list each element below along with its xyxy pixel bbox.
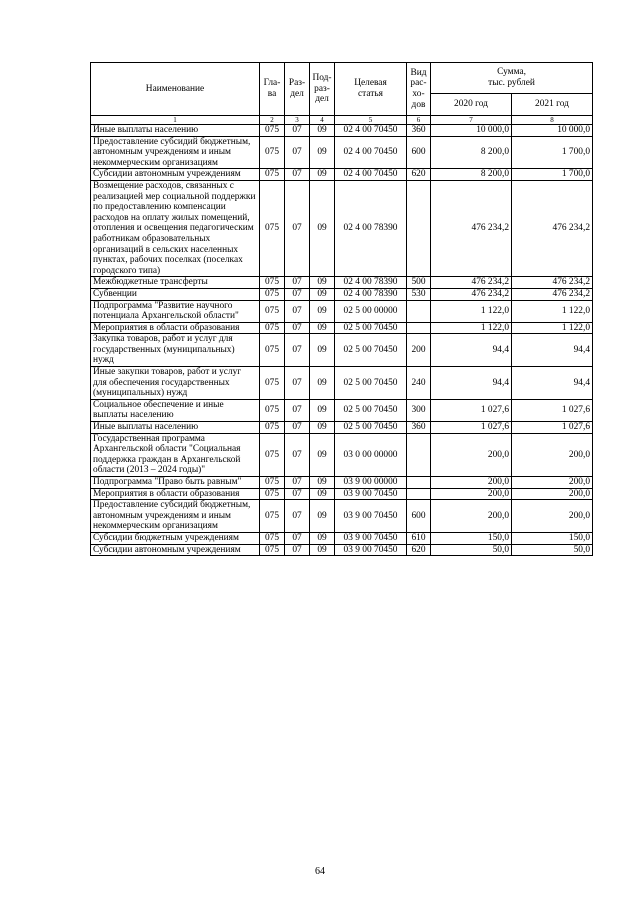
name-cell: Предоставление субсидий бюджетным, автономным учреждениям и иным некоммерческим организациям: [91, 136, 260, 169]
name-cell: Подпрограмма "Развитие научного потенциала Архангельской области": [91, 300, 260, 322]
amount-2021-cell: 200,0: [512, 433, 593, 476]
razdel-cell: 07: [285, 367, 310, 400]
amount-2020-cell: 200,0: [431, 433, 512, 476]
amount-2021-cell: 1 700,0: [512, 169, 593, 181]
vid-cell: 600: [407, 500, 431, 533]
table-row: [91, 169, 593, 181]
amount-2020-cell: 1 122,0: [431, 322, 512, 334]
razdel-cell: 07: [285, 399, 310, 421]
table-row: [91, 422, 593, 434]
column-number-cell: 7: [431, 116, 512, 125]
vid-cell: 300: [407, 399, 431, 421]
amount-2020-cell: 8 200,0: [431, 169, 512, 181]
amount-2021-cell: 476 234,2: [512, 277, 593, 289]
razdel-cell: 07: [285, 488, 310, 500]
target-cell: 02 5 00 70450: [335, 367, 407, 400]
target-cell: 02 4 00 78390: [335, 180, 407, 276]
target-cell: 02 5 00 00000: [335, 300, 407, 322]
vid-cell: [407, 477, 431, 489]
podrazdel-cell: 09: [310, 322, 335, 334]
target-cell: 02 5 00 70450: [335, 399, 407, 421]
vid-cell: [407, 300, 431, 322]
table-row: [91, 488, 593, 500]
name-cell: Иные выплаты населению: [91, 125, 260, 137]
name-cell: Возмещение расходов, связанных с реализацией мер социальной поддержки по предоставлению компенсации расходов на оплату жилых помещений, отопления и освещения педагогическим работникам образовательных организаций в сельских населенных пунктах, рабочих поселках (поселках городского типа): [91, 180, 260, 276]
vid-cell: [407, 433, 431, 476]
name-cell: Мероприятия в области образования: [91, 322, 260, 334]
name-cell: Иные выплаты населению: [91, 422, 260, 434]
amount-2021-cell: 200,0: [512, 500, 593, 533]
podrazdel-cell: 09: [310, 169, 335, 181]
glava-cell: 075: [260, 300, 285, 322]
amount-2020-cell: 94,4: [431, 334, 512, 367]
column-number-cell: 1: [91, 116, 260, 125]
table-row: [91, 532, 593, 544]
razdel-cell: 07: [285, 322, 310, 334]
vid-cell: 240: [407, 367, 431, 400]
podrazdel-cell: 09: [310, 488, 335, 500]
vid-cell: 200: [407, 334, 431, 367]
amount-2020-cell: 1 027,6: [431, 422, 512, 434]
podrazdel-cell: 09: [310, 180, 335, 276]
column-number-cell: 4: [310, 116, 335, 125]
name-cell: Субсидии автономным учреждениям: [91, 544, 260, 556]
name-cell: Государственная программа Архангельской области "Социальная поддержка граждан в Архангельской области (2013 – 2024 годы)": [91, 433, 260, 476]
header-vid: Вид рас- хо- дов: [407, 63, 431, 116]
razdel-cell: 07: [285, 125, 310, 137]
amount-2021-cell: 94,4: [512, 367, 593, 400]
razdel-cell: 07: [285, 433, 310, 476]
amount-2020-cell: 200,0: [431, 500, 512, 533]
target-cell: 02 4 00 70450: [335, 136, 407, 169]
name-cell: Закупка товаров, работ и услуг для государственных (муниципальных) нужд: [91, 334, 260, 367]
glava-cell: 075: [260, 136, 285, 169]
column-number-cell: 2: [260, 116, 285, 125]
amount-2020-cell: 150,0: [431, 532, 512, 544]
amount-2020-cell: 1 027,6: [431, 399, 512, 421]
podrazdel-cell: 09: [310, 288, 335, 300]
table-row: [91, 399, 593, 421]
glava-cell: 075: [260, 169, 285, 181]
target-cell: 03 9 00 70450: [335, 544, 407, 556]
amount-2021-cell: 50,0: [512, 544, 593, 556]
target-cell: 03 0 00 00000: [335, 433, 407, 476]
razdel-cell: 07: [285, 180, 310, 276]
glava-cell: 075: [260, 500, 285, 533]
target-cell: 02 4 00 70450: [335, 169, 407, 181]
amount-2021-cell: 1 700,0: [512, 136, 593, 169]
target-cell: 02 4 00 70450: [335, 125, 407, 137]
amount-2021-cell: 1 027,6: [512, 422, 593, 434]
amount-2021-cell: 150,0: [512, 532, 593, 544]
glava-cell: 075: [260, 433, 285, 476]
header-2020: 2020 год: [431, 94, 512, 116]
header-2021: 2021 год: [512, 94, 593, 116]
glava-cell: 075: [260, 334, 285, 367]
vid-cell: 620: [407, 544, 431, 556]
amount-2020-cell: 476 234,2: [431, 277, 512, 289]
column-number-cell: 6: [407, 116, 431, 125]
vid-cell: 600: [407, 136, 431, 169]
podrazdel-cell: 09: [310, 367, 335, 400]
amount-2021-cell: 476 234,2: [512, 288, 593, 300]
amount-2021-cell: 1 122,0: [512, 300, 593, 322]
podrazdel-cell: 09: [310, 125, 335, 137]
razdel-cell: 07: [285, 532, 310, 544]
podrazdel-cell: 09: [310, 334, 335, 367]
amount-2021-cell: 200,0: [512, 477, 593, 489]
name-cell: Субсидии бюджетным учреждениям: [91, 532, 260, 544]
amount-2020-cell: 8 200,0: [431, 136, 512, 169]
vid-cell: [407, 322, 431, 334]
amount-2021-cell: 476 234,2: [512, 180, 593, 276]
amount-2021-cell: 94,4: [512, 334, 593, 367]
name-cell: Иные закупки товаров, работ и услуг для обеспечения государственных (муниципальных) нужд: [91, 367, 260, 400]
vid-cell: 620: [407, 169, 431, 181]
table-row: [91, 500, 593, 533]
glava-cell: 075: [260, 288, 285, 300]
vid-cell: 530: [407, 288, 431, 300]
razdel-cell: 07: [285, 288, 310, 300]
glava-cell: 075: [260, 277, 285, 289]
razdel-cell: 07: [285, 300, 310, 322]
amount-2020-cell: 1 122,0: [431, 300, 512, 322]
glava-cell: 075: [260, 422, 285, 434]
glava-cell: 075: [260, 125, 285, 137]
name-cell: Подпрограмма "Право быть равным": [91, 477, 260, 489]
name-cell: Субвенции: [91, 288, 260, 300]
podrazdel-cell: 09: [310, 477, 335, 489]
podrazdel-cell: 09: [310, 136, 335, 169]
podrazdel-cell: 09: [310, 399, 335, 421]
header-sum: Сумма, тыс. рублей: [431, 63, 593, 94]
amount-2020-cell: 200,0: [431, 488, 512, 500]
podrazdel-cell: 09: [310, 500, 335, 533]
podrazdel-cell: 09: [310, 532, 335, 544]
column-number-cell: 3: [285, 116, 310, 125]
header-podrazdel: Под- раз- дел: [310, 63, 335, 116]
target-cell: 03 9 00 00000: [335, 477, 407, 489]
podrazdel-cell: 09: [310, 544, 335, 556]
header-glava: Гла- ва: [260, 63, 285, 116]
target-cell: 03 9 00 70450: [335, 532, 407, 544]
name-cell: Межбюджетные трансферты: [91, 277, 260, 289]
name-cell: Субсидии автономным учреждениям: [91, 169, 260, 181]
amount-2021-cell: 1 027,6: [512, 399, 593, 421]
header-name: Наименование: [91, 63, 260, 116]
page-number: 64: [315, 866, 325, 877]
glava-cell: 075: [260, 477, 285, 489]
column-number-cell: 8: [512, 116, 593, 125]
amount-2020-cell: 10 000,0: [431, 125, 512, 137]
amount-2021-cell: 200,0: [512, 488, 593, 500]
vid-cell: 360: [407, 422, 431, 434]
amount-2021-cell: 10 000,0: [512, 125, 593, 137]
glava-cell: 075: [260, 488, 285, 500]
table-row: [91, 477, 593, 489]
amount-2021-cell: 1 122,0: [512, 322, 593, 334]
razdel-cell: 07: [285, 169, 310, 181]
amount-2020-cell: 200,0: [431, 477, 512, 489]
razdel-cell: 07: [285, 422, 310, 434]
name-cell: Социальное обеспечение и иные выплаты населению: [91, 399, 260, 421]
vid-cell: 500: [407, 277, 431, 289]
podrazdel-cell: 09: [310, 300, 335, 322]
vid-cell: [407, 488, 431, 500]
table-row: [91, 288, 593, 300]
header-razdel: Раз- дел: [285, 63, 310, 116]
razdel-cell: 07: [285, 334, 310, 367]
name-cell: Мероприятия в области образования: [91, 488, 260, 500]
glava-cell: 075: [260, 532, 285, 544]
glava-cell: 075: [260, 399, 285, 421]
razdel-cell: 07: [285, 477, 310, 489]
budget-table: [90, 62, 593, 556]
amount-2020-cell: 476 234,2: [431, 288, 512, 300]
amount-2020-cell: 476 234,2: [431, 180, 512, 276]
razdel-cell: 07: [285, 136, 310, 169]
table-row: [91, 367, 593, 400]
podrazdel-cell: 09: [310, 277, 335, 289]
target-cell: 02 4 00 78390: [335, 277, 407, 289]
target-cell: 02 5 00 70450: [335, 422, 407, 434]
table-row: [91, 136, 593, 169]
vid-cell: 610: [407, 532, 431, 544]
glava-cell: 075: [260, 322, 285, 334]
razdel-cell: 07: [285, 500, 310, 533]
table-row: [91, 544, 593, 556]
glava-cell: 075: [260, 544, 285, 556]
target-cell: 02 5 00 70450: [335, 334, 407, 367]
target-cell: 03 9 00 70450: [335, 500, 407, 533]
table-row: [91, 322, 593, 334]
glava-cell: 075: [260, 367, 285, 400]
target-cell: 02 4 00 78390: [335, 288, 407, 300]
table-row: [91, 433, 593, 476]
column-numbers-row: [91, 116, 593, 125]
razdel-cell: 07: [285, 544, 310, 556]
table-row: [91, 180, 593, 276]
vid-cell: [407, 180, 431, 276]
name-cell: Предоставление субсидий бюджетным, автономным учреждениям и иным некоммерческим организациям: [91, 500, 260, 533]
vid-cell: 360: [407, 125, 431, 137]
column-number-cell: 5: [335, 116, 407, 125]
amount-2020-cell: 94,4: [431, 367, 512, 400]
table-row: [91, 277, 593, 289]
podrazdel-cell: 09: [310, 422, 335, 434]
amount-2020-cell: 50,0: [431, 544, 512, 556]
target-cell: 02 5 00 70450: [335, 322, 407, 334]
table-row: [91, 125, 593, 137]
glava-cell: 075: [260, 180, 285, 276]
table-row: [91, 300, 593, 322]
table-body: [91, 125, 593, 556]
target-cell: 03 9 00 70450: [335, 488, 407, 500]
budget-table-sheet: [90, 62, 592, 556]
table-row: [91, 334, 593, 367]
podrazdel-cell: 09: [310, 433, 335, 476]
header-target: Целевая статья: [335, 63, 407, 116]
razdel-cell: 07: [285, 277, 310, 289]
